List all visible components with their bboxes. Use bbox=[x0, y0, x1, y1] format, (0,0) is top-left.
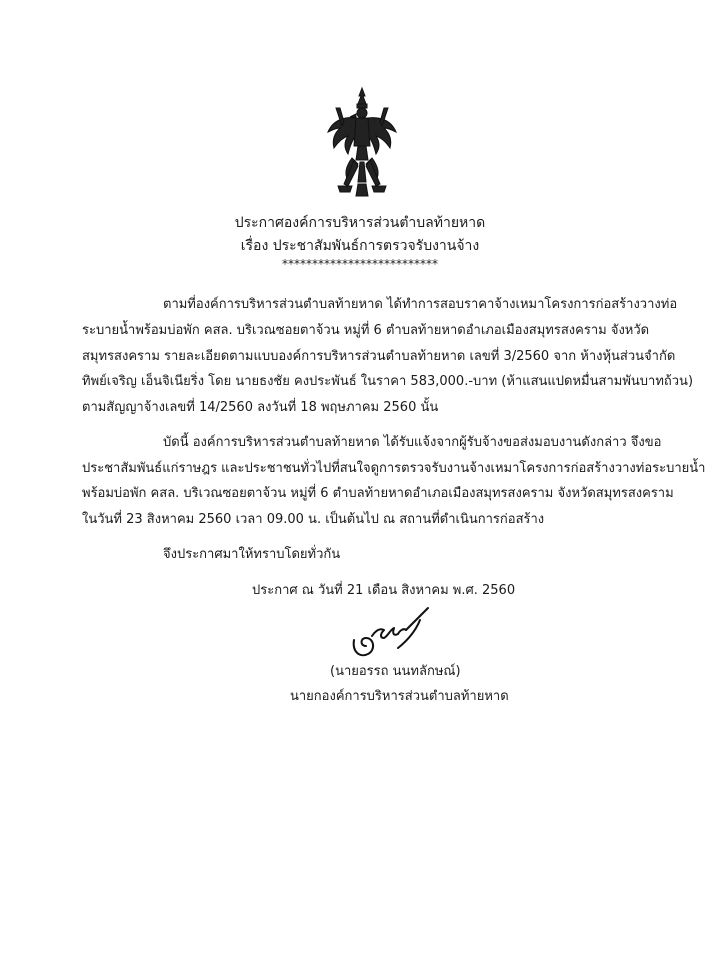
paragraph2-line: ในวันที่ 23 สิงหาคม 2560 เวลา 09.00 น. เป็นต้นไป ณ สถานที่ดำเนินการก่อสร้าง bbox=[82, 512, 545, 527]
announcement-date: ประกาศ ณ วันที่ 21 เดือน สิงหาคม พ.ศ. 2560 bbox=[252, 583, 516, 598]
closing-statement: จึงประกาศมาให้ทราบโดยทั่วกัน bbox=[163, 547, 341, 562]
paragraph2-line: บัดนี้ องค์การบริหารส่วนตำบลท้ายหาด ได้รับแจ้งจากผู้รับจ้างขอส่งมอบงานดังกล่าว จึงขอ bbox=[163, 435, 662, 450]
handwritten-signature-icon bbox=[350, 606, 440, 664]
paragraph1-line: ทิพย์เจริญ เอ็นจิเนียริ่ง โดย นายธงชัย คงประพันธ์ ในราคา 583,000.-บาท (ห้าแสนแปดหมื่นสามพันบาทถ้วน) bbox=[82, 374, 694, 389]
paragraph1-line: สมุทรสงคราม รายละเอียดตามแบบองค์การบริหารส่วนตำบลท้ายหาด เลขที่ 3/2560 จาก ห้างหุ้นส่วนจำกัด bbox=[82, 349, 676, 364]
paragraph1-line: ตามที่องค์การบริหารส่วนตำบลท้ายหาด ได้ทำการสอบราคาจ้างเหมาโครงการก่อสร้างวางท่อ bbox=[163, 297, 678, 312]
paragraph1-line: ตามสัญญาจ้างเลขที่ 14/2560 ลงวันที่ 18 พฤษภาคม 2560 นั้น bbox=[82, 400, 439, 415]
separator-stars: ************************** bbox=[282, 257, 438, 271]
announcement-issuer: ประกาศองค์การบริหารส่วนตำบลท้ายหาด bbox=[234, 215, 486, 231]
signer-title: นายกองค์การบริหารส่วนตำบลท้ายหาด bbox=[290, 689, 509, 704]
signer-name: (นายอรรถ นนทลักษณ์) bbox=[330, 664, 461, 679]
announcement-subject: เรื่อง ประชาสัมพันธ์การตรวจรับงานจ้าง bbox=[240, 238, 480, 254]
garuda-emblem-icon bbox=[322, 86, 402, 198]
paragraph2-line: ประชาสัมพันธ์แก่ราษฎร และประชาชนทั่วไปที่สนใจดูการตรวจรับงานจ้างเหมาโครงการก่อสร้างวางท่อระบายน้ำ bbox=[82, 461, 706, 476]
paragraph1-line: ระบายน้ำพร้อมบ่อพัก คสล. บริเวณซอยตาจ้วน หมู่ที่ 6 ตำบลท้ายหาดอำเภอเมืองสมุทรสงคราม จังหวัด bbox=[82, 323, 650, 338]
paragraph2-line: พร้อมบ่อพัก คสล. บริเวณซอยตาจ้วน หมู่ที่ 6 ตำบลท้ายหาดอำเภอเมืองสมุทรสงคราม จังหวัดสมุทรสงคราม bbox=[82, 486, 674, 501]
